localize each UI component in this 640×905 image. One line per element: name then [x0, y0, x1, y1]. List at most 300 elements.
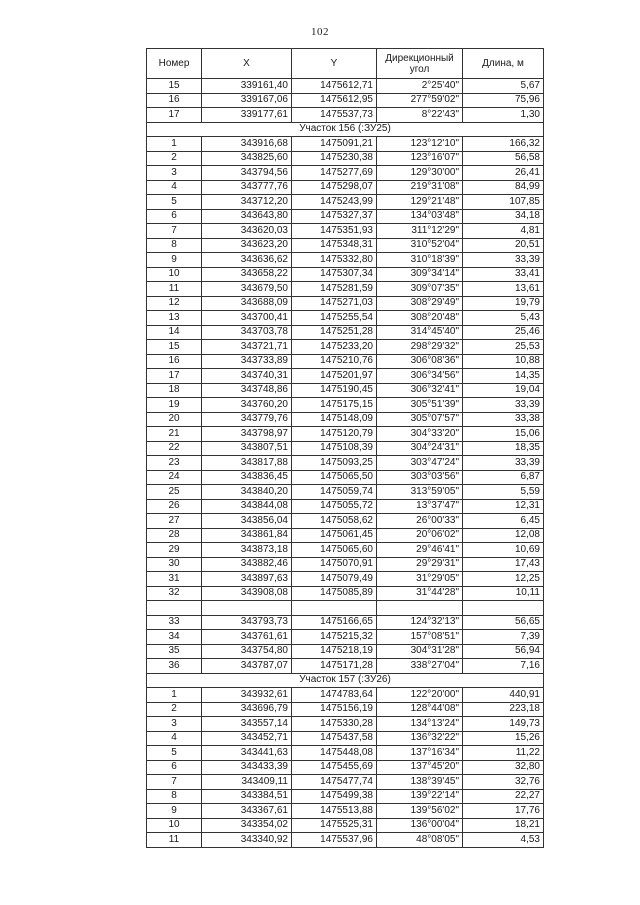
- x-coordinate-cell: 343777,76: [202, 180, 292, 195]
- length-cell: 4,81: [463, 224, 544, 239]
- table-row: [147, 746, 544, 761]
- direction-angle-cell: 308°29'49": [377, 296, 463, 311]
- table-row: [147, 731, 544, 746]
- length-cell: 7,39: [463, 630, 544, 645]
- length-cell: 6,87: [463, 470, 544, 485]
- length-cell: 56,65: [463, 615, 544, 630]
- point-number-cell: 13: [147, 311, 202, 326]
- empty-cell: [202, 601, 292, 616]
- length-cell: 75,96: [463, 93, 544, 108]
- point-number-cell: 5: [147, 746, 202, 761]
- direction-angle-cell: 2°25'40": [377, 79, 463, 94]
- y-coordinate-cell: 1475061,45: [292, 528, 377, 543]
- length-cell: 32,80: [463, 760, 544, 775]
- direction-angle-cell: 129°21'48": [377, 195, 463, 210]
- length-cell: 6,45: [463, 514, 544, 529]
- table-row: [147, 543, 544, 558]
- empty-cell: [147, 601, 202, 616]
- length-cell: 5,43: [463, 311, 544, 326]
- table-row: [147, 441, 544, 456]
- x-coordinate-cell: 343712,20: [202, 195, 292, 210]
- direction-angle-cell: 306°34'56": [377, 369, 463, 384]
- x-coordinate-cell: 343740,31: [202, 369, 292, 384]
- page-number: 102: [311, 26, 329, 38]
- x-coordinate-cell: 343793,73: [202, 615, 292, 630]
- x-coordinate-cell: 343367,61: [202, 804, 292, 819]
- x-coordinate-cell: 343794,56: [202, 166, 292, 181]
- length-cell: 13,61: [463, 282, 544, 297]
- empty-cell: [377, 601, 463, 616]
- point-number-cell: 15: [147, 79, 202, 94]
- length-cell: 19,04: [463, 383, 544, 398]
- direction-angle-cell: 310°52'04": [377, 238, 463, 253]
- point-number-cell: 21: [147, 427, 202, 442]
- y-coordinate-cell: 1475330,28: [292, 717, 377, 732]
- y-coordinate-cell: 1475058,62: [292, 514, 377, 529]
- x-coordinate-cell: 343433,39: [202, 760, 292, 775]
- direction-angle-cell: 8°22'43": [377, 108, 463, 123]
- table-row: [147, 325, 544, 340]
- point-number-cell: 31: [147, 572, 202, 587]
- point-number-cell: 5: [147, 195, 202, 210]
- point-number-cell: 7: [147, 775, 202, 790]
- table-row: [147, 253, 544, 268]
- point-number-cell: 25: [147, 485, 202, 500]
- point-number-cell: 9: [147, 253, 202, 268]
- direction-angle-cell: 123°16'07": [377, 151, 463, 166]
- direction-angle-cell: 304°33'20": [377, 427, 463, 442]
- y-coordinate-cell: 1475332,80: [292, 253, 377, 268]
- section-header-row: [147, 122, 544, 137]
- x-coordinate-cell: 343409,11: [202, 775, 292, 790]
- table-row: [147, 151, 544, 166]
- x-coordinate-cell: 343916,68: [202, 137, 292, 152]
- direction-angle-cell: 304°24'31": [377, 441, 463, 456]
- section-title: Участок 157 (:ЗУ26): [147, 673, 544, 688]
- table-row: [147, 195, 544, 210]
- point-number-cell: 4: [147, 180, 202, 195]
- point-number-cell: 6: [147, 760, 202, 775]
- point-number-cell: 10: [147, 267, 202, 282]
- x-coordinate-cell: 343760,20: [202, 398, 292, 413]
- direction-angle-cell: 137°45'20": [377, 760, 463, 775]
- x-coordinate-cell: 339161,40: [202, 79, 292, 94]
- length-cell: 33,41: [463, 267, 544, 282]
- table-row: [147, 659, 544, 674]
- y-coordinate-cell: 1475455,69: [292, 760, 377, 775]
- table-row: [147, 644, 544, 659]
- length-cell: 15,06: [463, 427, 544, 442]
- y-coordinate-cell: 1475255,54: [292, 311, 377, 326]
- y-coordinate-cell: 1475437,58: [292, 731, 377, 746]
- direction-angle-cell: 338°27'04": [377, 659, 463, 674]
- y-coordinate-cell: 1475537,73: [292, 108, 377, 123]
- length-cell: 33,39: [463, 253, 544, 268]
- length-cell: 56,94: [463, 644, 544, 659]
- length-cell: 12,08: [463, 528, 544, 543]
- y-coordinate-cell: 1475612,71: [292, 79, 377, 94]
- x-coordinate-cell: 343557,14: [202, 717, 292, 732]
- length-cell: 12,25: [463, 572, 544, 587]
- length-cell: 1,30: [463, 108, 544, 123]
- direction-angle-cell: 305°51'39": [377, 398, 463, 413]
- point-number-cell: 17: [147, 108, 202, 123]
- direction-angle-cell: 309°07'35": [377, 282, 463, 297]
- x-coordinate-cell: 343452,71: [202, 731, 292, 746]
- table-row: [147, 775, 544, 790]
- table-row: [147, 282, 544, 297]
- point-number-cell: 11: [147, 833, 202, 848]
- table-row: [147, 412, 544, 427]
- coordinates-table: [146, 48, 544, 848]
- direction-angle-cell: 26°00'33": [377, 514, 463, 529]
- y-coordinate-cell: 1475156,19: [292, 702, 377, 717]
- x-coordinate-cell: 343873,18: [202, 543, 292, 558]
- point-number-cell: 3: [147, 717, 202, 732]
- x-coordinate-cell: 343354,02: [202, 818, 292, 833]
- y-coordinate-cell: 1475327,37: [292, 209, 377, 224]
- length-cell: 19,79: [463, 296, 544, 311]
- table-row: [147, 833, 544, 848]
- y-coordinate-cell: 1475171,28: [292, 659, 377, 674]
- table-row: [147, 311, 544, 326]
- point-number-cell: 7: [147, 224, 202, 239]
- table-row: [147, 296, 544, 311]
- x-coordinate-cell: 343733,89: [202, 354, 292, 369]
- y-coordinate-cell: 1475166,65: [292, 615, 377, 630]
- point-number-cell: 1: [147, 137, 202, 152]
- y-coordinate-cell: 1475233,20: [292, 340, 377, 355]
- x-coordinate-cell: 343748,86: [202, 383, 292, 398]
- x-coordinate-cell: 343844,08: [202, 499, 292, 514]
- y-coordinate-cell: 1475065,60: [292, 543, 377, 558]
- x-coordinate-cell: 343836,45: [202, 470, 292, 485]
- length-cell: 4,53: [463, 833, 544, 848]
- point-number-cell: 3: [147, 166, 202, 181]
- table-row: [147, 267, 544, 282]
- x-coordinate-cell: 343721,71: [202, 340, 292, 355]
- x-coordinate-cell: 343908,08: [202, 586, 292, 601]
- y-coordinate-cell: 1475525,31: [292, 818, 377, 833]
- section-title: Участок 156 (:ЗУ25): [147, 122, 544, 137]
- length-cell: 18,21: [463, 818, 544, 833]
- length-cell: 84,99: [463, 180, 544, 195]
- point-number-cell: 9: [147, 804, 202, 819]
- table-row: [147, 383, 544, 398]
- point-number-cell: 30: [147, 557, 202, 572]
- direction-angle-cell: 137°16'34": [377, 746, 463, 761]
- length-cell: 223,18: [463, 702, 544, 717]
- length-cell: 14,35: [463, 369, 544, 384]
- x-coordinate-cell: 343932,61: [202, 688, 292, 703]
- direction-angle-cell: 313°59'05": [377, 485, 463, 500]
- direction-angle-cell: 306°32'41": [377, 383, 463, 398]
- table-row: [147, 166, 544, 181]
- table-row: [147, 340, 544, 355]
- x-coordinate-cell: 343636,62: [202, 253, 292, 268]
- point-number-cell: 34: [147, 630, 202, 645]
- table-row: [147, 427, 544, 442]
- y-coordinate-cell: 1475499,38: [292, 789, 377, 804]
- point-number-cell: 2: [147, 151, 202, 166]
- point-number-cell: 15: [147, 340, 202, 355]
- table-row: [147, 180, 544, 195]
- x-coordinate-cell: 343825,60: [202, 151, 292, 166]
- point-number-cell: 17: [147, 369, 202, 384]
- y-coordinate-cell: 1475281,59: [292, 282, 377, 297]
- point-number-cell: 33: [147, 615, 202, 630]
- y-coordinate-cell: 1475537,96: [292, 833, 377, 848]
- point-number-cell: 10: [147, 818, 202, 833]
- length-cell: 33,39: [463, 398, 544, 413]
- table-row: [147, 702, 544, 717]
- x-coordinate-cell: 343897,63: [202, 572, 292, 587]
- direction-angle-cell: 308°20'48": [377, 311, 463, 326]
- x-coordinate-cell: 343679,50: [202, 282, 292, 297]
- y-coordinate-cell: 1475351,93: [292, 224, 377, 239]
- direction-angle-cell: 310°18'39": [377, 253, 463, 268]
- table-header: [147, 49, 544, 79]
- x-coordinate-cell: 343882,46: [202, 557, 292, 572]
- table-body: [147, 79, 544, 848]
- table-row: [147, 717, 544, 732]
- length-cell: 10,11: [463, 586, 544, 601]
- direction-angle-cell: 314°45'40": [377, 325, 463, 340]
- point-number-cell: 29: [147, 543, 202, 558]
- direction-angle-cell: 136°32'22": [377, 731, 463, 746]
- y-coordinate-cell: 1475477,74: [292, 775, 377, 790]
- length-cell: 32,76: [463, 775, 544, 790]
- table-row: [147, 514, 544, 529]
- section-header-row: [147, 673, 544, 688]
- y-coordinate-cell: 1475201,97: [292, 369, 377, 384]
- point-number-cell: 19: [147, 398, 202, 413]
- direction-angle-cell: 311°12'29": [377, 224, 463, 239]
- point-number-cell: 36: [147, 659, 202, 674]
- length-cell: 166,32: [463, 137, 544, 152]
- x-coordinate-cell: 339167,06: [202, 93, 292, 108]
- y-coordinate-cell: 1475218,19: [292, 644, 377, 659]
- x-coordinate-cell: 343861,84: [202, 528, 292, 543]
- direction-angle-cell: 306°08'36": [377, 354, 463, 369]
- table-row: [147, 557, 544, 572]
- length-cell: 5,59: [463, 485, 544, 500]
- y-coordinate-cell: 1475120,79: [292, 427, 377, 442]
- x-coordinate-cell: 343700,41: [202, 311, 292, 326]
- length-cell: 10,69: [463, 543, 544, 558]
- direction-angle-cell: 139°56'02": [377, 804, 463, 819]
- table-row: [147, 79, 544, 94]
- header-number: Номер: [147, 49, 202, 79]
- length-cell: 149,73: [463, 717, 544, 732]
- direction-angle-cell: 122°20'00": [377, 688, 463, 703]
- table-row: [147, 209, 544, 224]
- table-row: [147, 586, 544, 601]
- point-number-cell: 14: [147, 325, 202, 340]
- y-coordinate-cell: 1475307,34: [292, 267, 377, 282]
- length-cell: 7,16: [463, 659, 544, 674]
- point-number-cell: 4: [147, 731, 202, 746]
- y-coordinate-cell: 1475175,15: [292, 398, 377, 413]
- direction-angle-cell: 219°31'08": [377, 180, 463, 195]
- point-number-cell: 20: [147, 412, 202, 427]
- y-coordinate-cell: 1475108,39: [292, 441, 377, 456]
- x-coordinate-cell: 343340,92: [202, 833, 292, 848]
- direction-angle-cell: 20°06'02": [377, 528, 463, 543]
- direction-angle-cell: 303°47'24": [377, 456, 463, 471]
- table-row: [147, 760, 544, 775]
- x-coordinate-cell: 343754,80: [202, 644, 292, 659]
- y-coordinate-cell: 1475093,25: [292, 456, 377, 471]
- y-coordinate-cell: 1475243,99: [292, 195, 377, 210]
- point-number-cell: 16: [147, 93, 202, 108]
- table-row: [147, 688, 544, 703]
- point-number-cell: 28: [147, 528, 202, 543]
- table-row: [147, 818, 544, 833]
- y-coordinate-cell: 1475612,95: [292, 93, 377, 108]
- x-coordinate-cell: 343441,63: [202, 746, 292, 761]
- point-number-cell: 35: [147, 644, 202, 659]
- table-row: [147, 528, 544, 543]
- header-length: Длина, м: [463, 49, 544, 79]
- blank-row: [147, 601, 544, 616]
- x-coordinate-cell: 343643,80: [202, 209, 292, 224]
- y-coordinate-cell: 1475277,69: [292, 166, 377, 181]
- y-coordinate-cell: 1475148,09: [292, 412, 377, 427]
- table-row: [147, 137, 544, 152]
- length-cell: 22,27: [463, 789, 544, 804]
- direction-angle-cell: 303°03'56": [377, 470, 463, 485]
- x-coordinate-cell: 343817,88: [202, 456, 292, 471]
- length-cell: 15,26: [463, 731, 544, 746]
- direction-angle-cell: 128°44'08": [377, 702, 463, 717]
- length-cell: 33,39: [463, 456, 544, 471]
- point-number-cell: 1: [147, 688, 202, 703]
- length-cell: 11,22: [463, 746, 544, 761]
- point-number-cell: 8: [147, 789, 202, 804]
- length-cell: 18,35: [463, 441, 544, 456]
- y-coordinate-cell: 1474783,64: [292, 688, 377, 703]
- direction-angle-cell: 309°34'14": [377, 267, 463, 282]
- y-coordinate-cell: 1475055,72: [292, 499, 377, 514]
- empty-cell: [292, 601, 377, 616]
- y-coordinate-cell: 1475251,28: [292, 325, 377, 340]
- direction-angle-cell: 305°07'57": [377, 412, 463, 427]
- point-number-cell: 23: [147, 456, 202, 471]
- table-row: [147, 224, 544, 239]
- y-coordinate-cell: 1475070,91: [292, 557, 377, 572]
- x-coordinate-cell: 343620,03: [202, 224, 292, 239]
- header-x: X: [202, 49, 292, 79]
- direction-angle-cell: 123°12'10": [377, 137, 463, 152]
- direction-angle-cell: 136°00'04": [377, 818, 463, 833]
- length-cell: 440,91: [463, 688, 544, 703]
- x-coordinate-cell: 343798,97: [202, 427, 292, 442]
- length-cell: 25,53: [463, 340, 544, 355]
- table-row: [147, 572, 544, 587]
- table-row: [147, 369, 544, 384]
- x-coordinate-cell: 343840,20: [202, 485, 292, 500]
- x-coordinate-cell: 343787,07: [202, 659, 292, 674]
- point-number-cell: 16: [147, 354, 202, 369]
- table-row: [147, 615, 544, 630]
- point-number-cell: 11: [147, 282, 202, 297]
- direction-angle-cell: 124°32'13": [377, 615, 463, 630]
- table-row: [147, 354, 544, 369]
- x-coordinate-cell: 343384,51: [202, 789, 292, 804]
- direction-angle-cell: 29°29'31": [377, 557, 463, 572]
- x-coordinate-cell: 343779,76: [202, 412, 292, 427]
- point-number-cell: 6: [147, 209, 202, 224]
- x-coordinate-cell: 343761,61: [202, 630, 292, 645]
- x-coordinate-cell: 343623,20: [202, 238, 292, 253]
- empty-cell: [463, 601, 544, 616]
- table-row: [147, 485, 544, 500]
- point-number-cell: 27: [147, 514, 202, 529]
- y-coordinate-cell: 1475230,38: [292, 151, 377, 166]
- y-coordinate-cell: 1475348,31: [292, 238, 377, 253]
- direction-angle-cell: 29°46'41": [377, 543, 463, 558]
- length-cell: 20,51: [463, 238, 544, 253]
- table-row: [147, 108, 544, 123]
- header-direction-angle: Дирекционный угол: [377, 49, 463, 79]
- y-coordinate-cell: 1475190,45: [292, 383, 377, 398]
- y-coordinate-cell: 1475513,88: [292, 804, 377, 819]
- length-cell: 10,88: [463, 354, 544, 369]
- table-row: [147, 456, 544, 471]
- x-coordinate-cell: 343658,22: [202, 267, 292, 282]
- direction-angle-cell: 157°08'51": [377, 630, 463, 645]
- x-coordinate-cell: 343696,79: [202, 702, 292, 717]
- x-coordinate-cell: 343703,78: [202, 325, 292, 340]
- table-row: [147, 238, 544, 253]
- table-row: [147, 470, 544, 485]
- y-coordinate-cell: 1475079,49: [292, 572, 377, 587]
- y-coordinate-cell: 1475091,21: [292, 137, 377, 152]
- direction-angle-cell: 31°44'28": [377, 586, 463, 601]
- table-row: [147, 93, 544, 108]
- direction-angle-cell: 31°29'05": [377, 572, 463, 587]
- table-row: [147, 630, 544, 645]
- direction-angle-cell: 13°37'47": [377, 499, 463, 514]
- length-cell: 5,67: [463, 79, 544, 94]
- direction-angle-cell: 298°29'32": [377, 340, 463, 355]
- header-row: [147, 49, 544, 79]
- table-row: [147, 398, 544, 413]
- point-number-cell: 32: [147, 586, 202, 601]
- length-cell: 12,31: [463, 499, 544, 514]
- table-row: [147, 804, 544, 819]
- y-coordinate-cell: 1475448,08: [292, 746, 377, 761]
- y-coordinate-cell: 1475210,76: [292, 354, 377, 369]
- direction-angle-cell: 134°03'48": [377, 209, 463, 224]
- length-cell: 107,85: [463, 195, 544, 210]
- point-number-cell: 24: [147, 470, 202, 485]
- y-coordinate-cell: 1475065,50: [292, 470, 377, 485]
- header-y: Y: [292, 49, 377, 79]
- x-coordinate-cell: 339177,61: [202, 108, 292, 123]
- direction-angle-cell: 139°22'14": [377, 789, 463, 804]
- direction-angle-cell: 129°30'00": [377, 166, 463, 181]
- direction-angle-cell: 134°13'24": [377, 717, 463, 732]
- table-row: [147, 789, 544, 804]
- point-number-cell: 12: [147, 296, 202, 311]
- y-coordinate-cell: 1475271,03: [292, 296, 377, 311]
- y-coordinate-cell: 1475059,74: [292, 485, 377, 500]
- y-coordinate-cell: 1475298,07: [292, 180, 377, 195]
- point-number-cell: 18: [147, 383, 202, 398]
- length-cell: 17,43: [463, 557, 544, 572]
